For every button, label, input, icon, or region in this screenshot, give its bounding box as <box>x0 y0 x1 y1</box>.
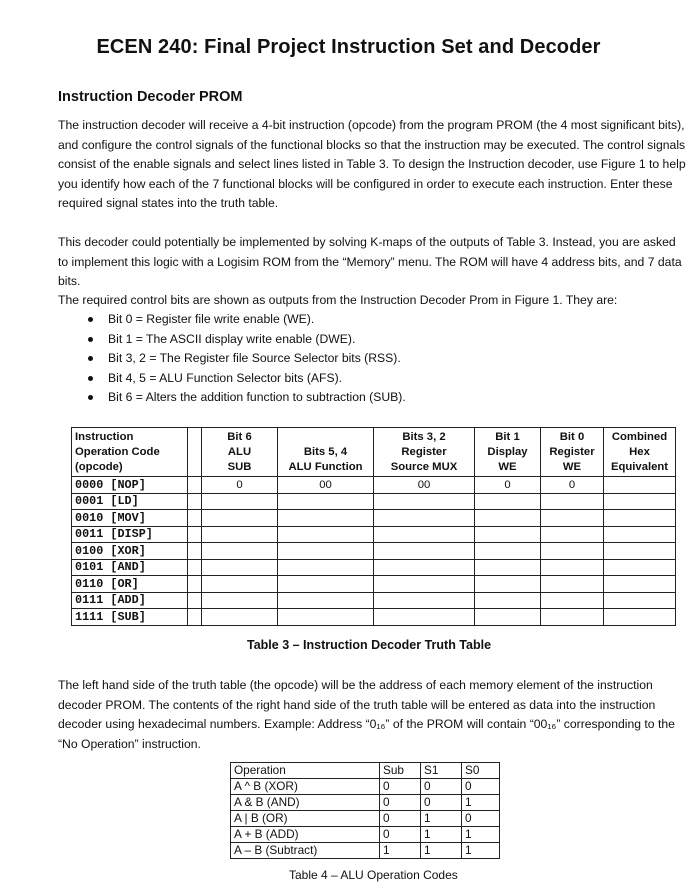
bit0-cell <box>541 576 604 593</box>
hex-cell <box>604 477 676 494</box>
paragraph-intro: The instruction decoder will receive a 4-bit instruction (opcode) from the program PROM (the 4 most significant bits), and configure the control signals of the functional blocks so that the instruction may be executed. The control signals consist of the enable signals and select lines listed in Table 3. To design the Instruction decoder, use Figure 1 to help you identify how each of the 7 functional blocks will be configured in order to execute each instruction. Enter these required signal states into the truth table. <box>58 118 686 211</box>
hex-cell <box>604 526 676 543</box>
bits54-cell: 00 <box>278 477 374 494</box>
list-item: Bit 3, 2 = The Register file Source Selector bits (RSS). <box>88 349 406 369</box>
bits54-cell <box>278 609 374 626</box>
s1-cell: 0 <box>421 779 462 795</box>
header-instruction: Instruction Operation Code (opcode) <box>72 428 188 477</box>
operation-cell: A – B (Subtract) <box>231 843 380 859</box>
opcode-cell: 1111 [SUB] <box>72 609 188 626</box>
bit0-cell <box>541 592 604 609</box>
spacer-cell <box>188 428 202 477</box>
paragraph-rom: This decoder could potentially be implemented by solving K-maps of the outputs of Table 3. Instead, you are asked to implement this logic with a Logisim ROM from the “Memory” menu. The ROM will have 4 address bits, and 7 data bits. <box>58 235 682 289</box>
s0-cell: 1 <box>462 795 500 811</box>
spacer-cell <box>188 510 202 527</box>
truth-table-caption: Table 3 – Instruction Decoder Truth Table <box>247 638 492 652</box>
header-s1: S1 <box>421 763 462 779</box>
bit0-cell <box>541 609 604 626</box>
header-hex: Combined Hex Equivalent <box>604 428 676 477</box>
bits32-cell <box>374 592 475 609</box>
alu-table-caption: Table 4 – ALU Operation Codes <box>289 868 458 882</box>
table-row <box>72 559 676 576</box>
operation-cell: A | B (OR) <box>231 811 380 827</box>
bits54-cell <box>278 559 374 576</box>
page-title: ECEN 240: Final Project Instruction Set and Decoder <box>96 36 601 58</box>
bit6-cell: 0 <box>202 477 278 494</box>
opcode-cell: 0110 [OR] <box>72 576 188 593</box>
bit6-cell <box>202 510 278 527</box>
spacer-cell <box>188 592 202 609</box>
s0-cell: 0 <box>462 811 500 827</box>
s1-cell: 1 <box>421 827 462 843</box>
control-bits-list <box>88 310 406 408</box>
bit6-cell <box>202 609 278 626</box>
bits32-cell <box>374 526 475 543</box>
paragraph-control-bits: The required control bits are shown as outputs from the Instruction Decoder Prom in Figure 1. They are: <box>58 293 618 307</box>
bit6-cell <box>202 592 278 609</box>
spacer-cell <box>188 493 202 510</box>
bit0-cell: 0 <box>541 477 604 494</box>
header-s0: S0 <box>462 763 500 779</box>
list-item: Bit 4, 5 = ALU Function Selector bits (AFS). <box>88 369 406 389</box>
table-row <box>72 609 676 626</box>
list-item: Bit 0 = Register file write enable (WE). <box>88 310 406 330</box>
hex-cell <box>604 543 676 560</box>
table-row <box>231 811 500 827</box>
table-row <box>231 795 500 811</box>
bit6-cell <box>202 543 278 560</box>
alu-operation-table <box>230 762 500 859</box>
operation-cell: A + B (ADD) <box>231 827 380 843</box>
table-row <box>231 843 500 859</box>
sub-cell: 1 <box>380 843 421 859</box>
hex-cell <box>604 493 676 510</box>
bit0-cell <box>541 543 604 560</box>
opcode-cell: 0010 [MOV] <box>72 510 188 527</box>
bit0-cell <box>541 559 604 576</box>
list-item: Bit 6 = Alters the addition function to subtraction (SUB). <box>88 388 406 408</box>
table-row <box>72 477 676 494</box>
bit1-cell <box>475 559 541 576</box>
sub-cell: 0 <box>380 795 421 811</box>
s1-cell: 1 <box>421 811 462 827</box>
paragraph-prom-address: The left hand side of the truth table (the opcode) will be the address of each memory element of the instruction decoder PROM. The contents of the right hand side of the truth table will be entered as data into the instruction decoder using hexadecimal numbers. Example: Address “0₁₆” of the PROM will contain “00₁₆” corresponding to the “No Operation” instruction. <box>58 678 675 751</box>
table-row <box>72 592 676 609</box>
operation-cell: A ^ B (XOR) <box>231 779 380 795</box>
hex-cell <box>604 592 676 609</box>
table-row <box>72 543 676 560</box>
operation-cell: A & B (AND) <box>231 795 380 811</box>
header-bits32: Bits 3, 2 Register Source MUX <box>374 428 475 477</box>
bits54-cell <box>278 592 374 609</box>
header-bit6: Bit 6 ALU SUB <box>202 428 278 477</box>
s0-cell: 0 <box>462 779 500 795</box>
s1-cell: 1 <box>421 843 462 859</box>
bit1-cell <box>475 543 541 560</box>
opcode-cell: 0100 [XOR] <box>72 543 188 560</box>
table-row <box>72 493 676 510</box>
sub-cell: 0 <box>380 827 421 843</box>
sub-cell: 0 <box>380 779 421 795</box>
bit1-cell <box>475 609 541 626</box>
header-bit0: Bit 0 Register WE <box>541 428 604 477</box>
bit1-cell <box>475 526 541 543</box>
bits32-cell <box>374 543 475 560</box>
spacer-cell <box>188 609 202 626</box>
bit6-cell <box>202 526 278 543</box>
section-heading: Instruction Decoder PROM <box>58 89 243 105</box>
bit6-cell <box>202 559 278 576</box>
bits54-cell <box>278 543 374 560</box>
table-row <box>231 779 500 795</box>
table-row <box>72 510 676 527</box>
table-row <box>231 827 500 843</box>
spacer-cell <box>188 477 202 494</box>
sub-cell: 0 <box>380 811 421 827</box>
s0-cell: 1 <box>462 843 500 859</box>
decoder-truth-table <box>71 427 676 626</box>
bits32-cell: 00 <box>374 477 475 494</box>
spacer-cell <box>188 559 202 576</box>
header-operation: Operation <box>231 763 380 779</box>
bit6-cell <box>202 493 278 510</box>
spacer-cell <box>188 543 202 560</box>
bits54-cell <box>278 493 374 510</box>
table-header-row <box>231 763 500 779</box>
bit1-cell <box>475 576 541 593</box>
header-bit1: Bit 1 Display WE <box>475 428 541 477</box>
bits32-cell <box>374 609 475 626</box>
opcode-cell: 0000 [NOP] <box>72 477 188 494</box>
bits54-cell <box>278 576 374 593</box>
bits32-cell <box>374 576 475 593</box>
hex-cell <box>604 559 676 576</box>
spacer-cell <box>188 576 202 593</box>
opcode-cell: 0101 [AND] <box>72 559 188 576</box>
bit0-cell <box>541 493 604 510</box>
bit0-cell <box>541 526 604 543</box>
bits32-cell <box>374 493 475 510</box>
bit1-cell <box>475 510 541 527</box>
opcode-cell: 0001 [LD] <box>72 493 188 510</box>
header-bits54: Bits 5, 4 ALU Function <box>278 428 374 477</box>
bits54-cell <box>278 510 374 527</box>
s1-cell: 0 <box>421 795 462 811</box>
bit6-cell <box>202 576 278 593</box>
bits32-cell <box>374 559 475 576</box>
bit1-cell <box>475 493 541 510</box>
opcode-cell: 0111 [ADD] <box>72 592 188 609</box>
spacer-cell <box>188 526 202 543</box>
bits54-cell <box>278 526 374 543</box>
opcode-cell: 0011 [DISP] <box>72 526 188 543</box>
bit1-cell: 0 <box>475 477 541 494</box>
table-row <box>72 576 676 593</box>
hex-cell <box>604 609 676 626</box>
table-row <box>72 526 676 543</box>
hex-cell <box>604 576 676 593</box>
header-sub: Sub <box>380 763 421 779</box>
bit0-cell <box>541 510 604 527</box>
s0-cell: 1 <box>462 827 500 843</box>
list-item: Bit 1 = The ASCII display write enable (DWE). <box>88 330 406 350</box>
bit1-cell <box>475 592 541 609</box>
hex-cell <box>604 510 676 527</box>
table-header-row <box>72 428 676 477</box>
bits32-cell <box>374 510 475 527</box>
